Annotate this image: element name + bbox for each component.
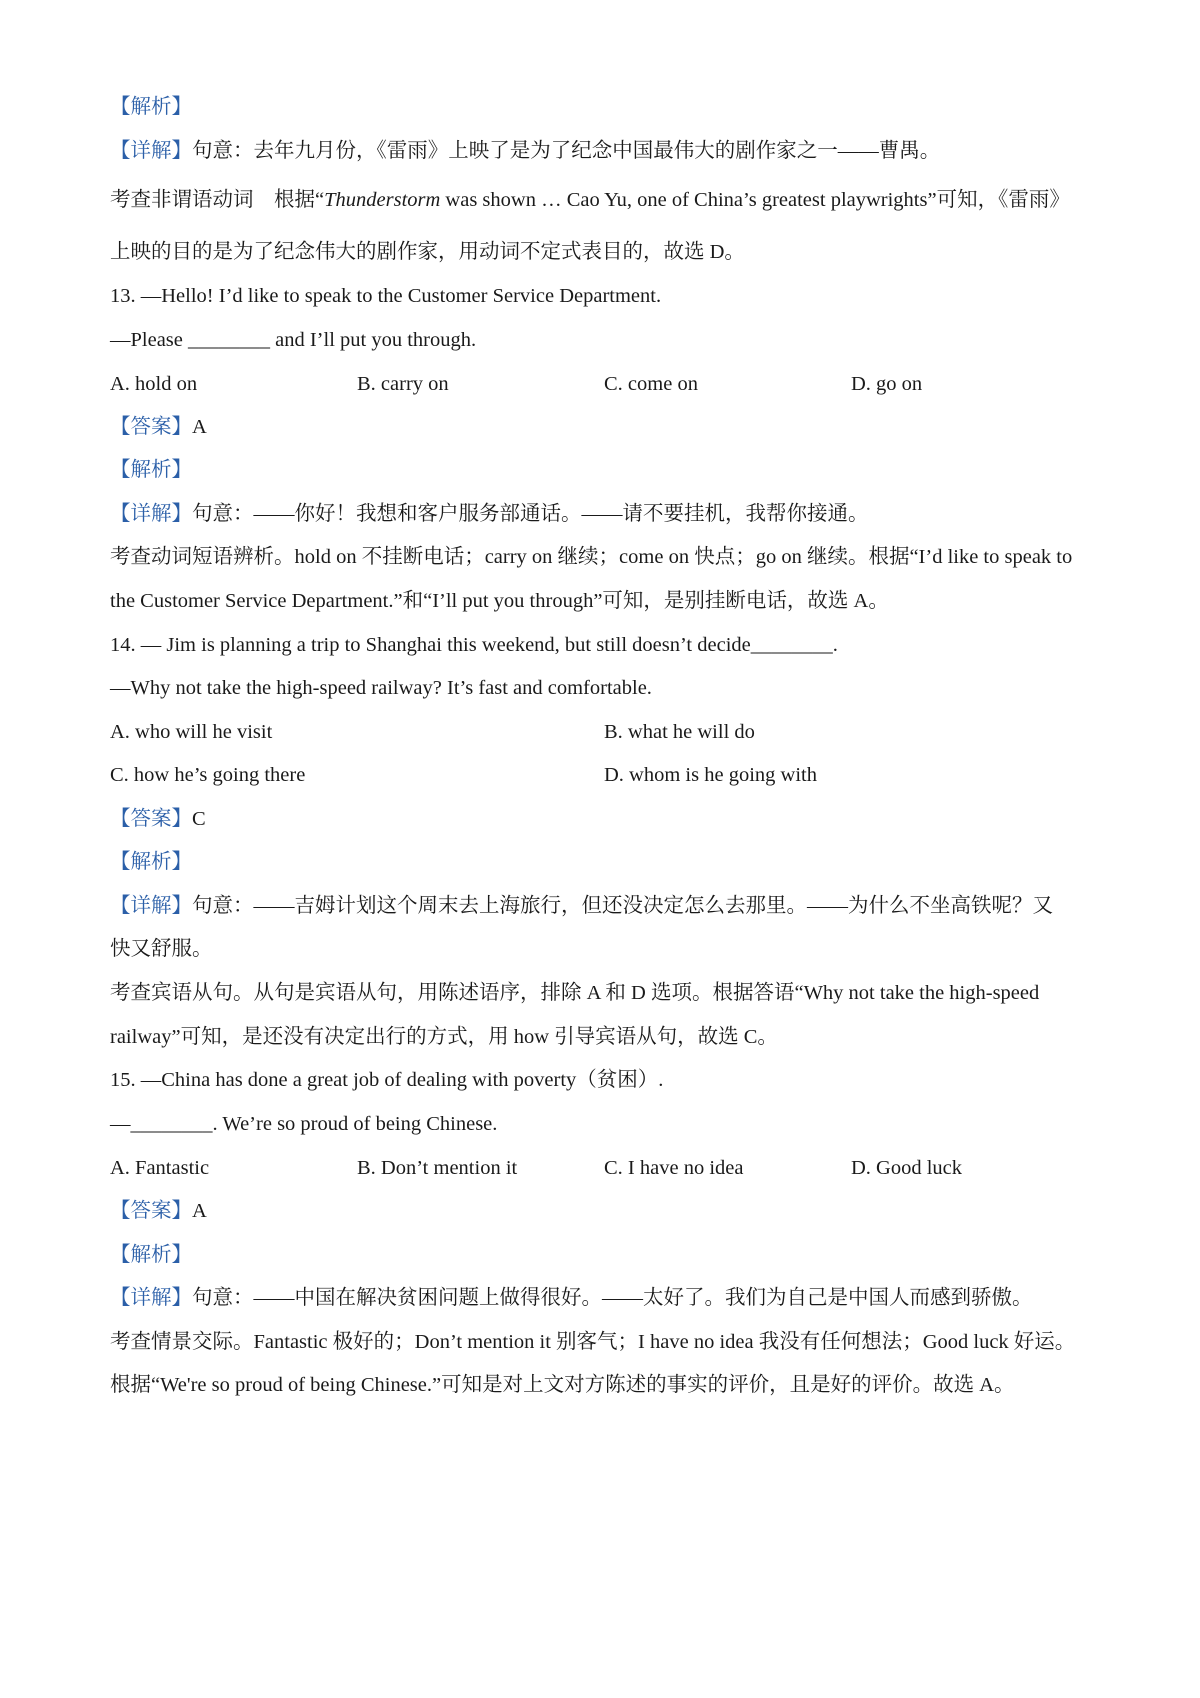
- q15-option-a: A. Fantastic: [110, 1157, 210, 1179]
- analysis-tag: 【解析】: [110, 1244, 192, 1266]
- q15-exam-point-line-2: 根据“We're so proud of being Chinese.”可知是对上文对方陈述的事实的评价，且是好的评价。故选 A。: [110, 1374, 1015, 1396]
- detail-tag: 【详解】: [110, 1287, 192, 1309]
- detail-paragraph: [110, 136, 940, 166]
- answer-tag: 【答案】: [110, 808, 192, 830]
- q13-option-b: B. carry on: [357, 373, 449, 395]
- q13-answer: [110, 412, 207, 442]
- q15-detail: 【详解】句意：——中国在解决贫困问题上做得很好。——太好了。我们为自己是中国人而感到骄傲。: [110, 1287, 1033, 1309]
- q13-option-c: C. come on: [604, 373, 698, 395]
- answer-value: A: [192, 1200, 207, 1222]
- q13-exam-point-line-1: 考查动词短语辨析。hold on 不挂断电话；carry on 继续；come on 快点；go on 继续。根据“I’d like to speak to: [110, 546, 1073, 568]
- answer-value: C: [192, 808, 206, 830]
- q14-exam-point-line-2: railway”可知，是还没有决定出行的方式，用 how 引导宾语从句，故选 C。: [110, 1026, 778, 1048]
- q13-option-a: A. hold on: [110, 373, 198, 395]
- q13-option-d: D. go on: [851, 373, 923, 395]
- analysis-heading: [110, 92, 192, 122]
- q15-exam-point-line-1: 考查情景交际。Fantastic 极好的；Don’t mention it 别客气；I have no idea 我没有任何想法；Good luck 好运。: [110, 1331, 1076, 1353]
- q13-analysis-heading: [110, 455, 192, 485]
- analysis-tag: 【解析】: [110, 96, 192, 118]
- q13-stem: 13. —Hello! I’d like to speak to the Customer Service Department.: [110, 285, 662, 307]
- italic-title: Thunderstorm: [324, 189, 441, 211]
- exam-point-line-1: 考查非谓语动词 根据“Thunderstorm was shown … Cao Yu, one of China’s greatest playwrights”可知，《雷雨》: [110, 189, 1070, 211]
- q14-detail-line-1: 【详解】句意：——吉姆计划这个周末去上海旅行，但还没决定怎么去那里。——为什么不坐高铁呢？又: [110, 895, 1053, 917]
- detail-tag: 【详解】: [110, 503, 192, 525]
- q15-reply: —________. We’re so proud of being Chinese.: [110, 1113, 498, 1135]
- q14-detail-line-2: 快又舒服。: [110, 938, 213, 960]
- answer-tag: 【答案】: [110, 416, 192, 438]
- q15-stem: 15. —China has done a great job of dealing with poverty（贫困）.: [110, 1069, 664, 1091]
- q13-reply: —Please ________ and I’ll put you through.: [110, 329, 477, 351]
- q13-exam-point-line-2: the Customer Service Department.”和“I’ll put you through”可知，是别挂断电话，故选 A。: [110, 590, 889, 612]
- exam-point-line-2: 上映的目的是为了纪念伟大的剧作家，用动词不定式表目的，故选 D。: [110, 241, 745, 263]
- q15-analysis-heading: [110, 1240, 192, 1270]
- q14-answer: [110, 804, 206, 834]
- q14-option-b: B. what he will do: [604, 721, 755, 743]
- q14-analysis-heading: [110, 847, 192, 877]
- q14-option-c: C. how he’s going there: [110, 764, 306, 786]
- q14-option-d: D. whom is he going with: [604, 764, 817, 786]
- analysis-tag: 【解析】: [110, 459, 192, 481]
- q15-option-c: C. I have no idea: [604, 1157, 744, 1179]
- q14-option-a: A. who will he visit: [110, 721, 273, 743]
- detail-text: 句意：去年九月份，《雷雨》上映了是为了纪念中国最伟大的剧作家之一——曹禺。: [192, 140, 941, 162]
- q15-answer: [110, 1196, 207, 1226]
- q13-detail: 【详解】句意：——你好！我想和客户服务部通话。——请不要挂机，我帮你接通。: [110, 503, 869, 525]
- q14-stem: 14. — Jim is planning a trip to Shanghai this weekend, but still doesn’t decide________.: [110, 634, 838, 656]
- detail-tag: 【详解】: [110, 895, 192, 917]
- q15-option-b: B. Don’t mention it: [357, 1157, 518, 1179]
- detail-tag: 【详解】: [110, 140, 192, 162]
- answer-tag: 【答案】: [110, 1200, 192, 1222]
- q14-reply: —Why not take the high-speed railway? It’s fast and comfortable.: [110, 677, 652, 699]
- answer-value: A: [192, 416, 207, 438]
- analysis-tag: 【解析】: [110, 851, 192, 873]
- q14-exam-point-line-1: 考查宾语从句。从句是宾语从句，用陈述语序，排除 A 和 D 选项。根据答语“Why not take the high-speed: [110, 982, 1040, 1004]
- q15-option-d: D. Good luck: [851, 1157, 963, 1179]
